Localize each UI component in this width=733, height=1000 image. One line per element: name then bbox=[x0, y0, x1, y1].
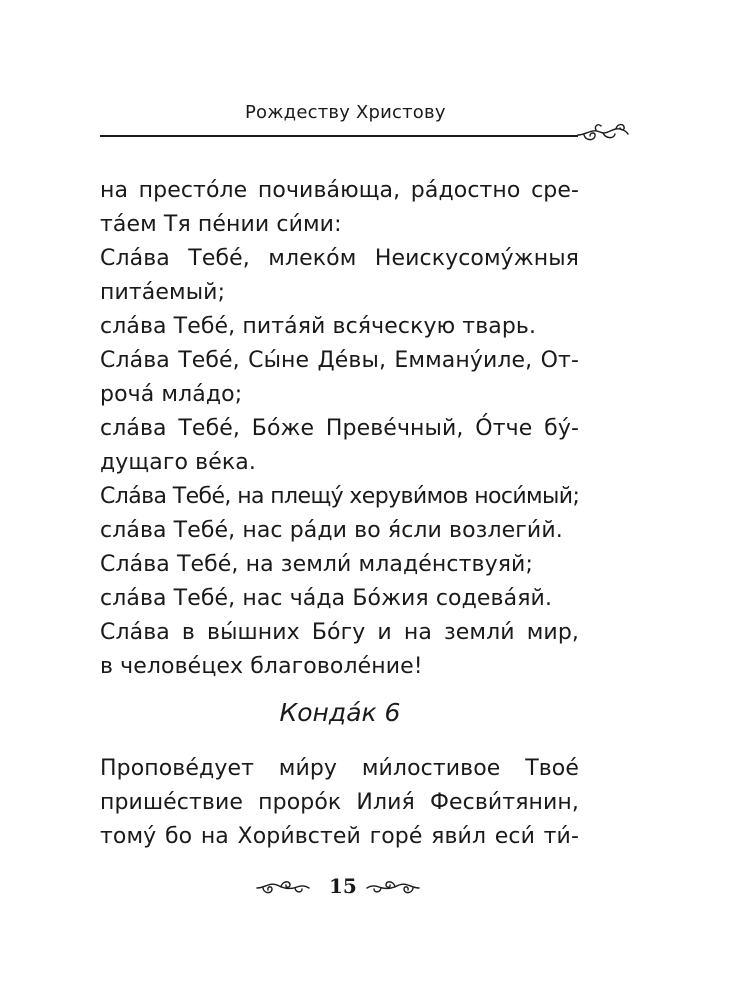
vine-ornament-icon bbox=[365, 876, 421, 900]
text-line: сла́ва Тебе́, нас ча́да Бо́жия содева́яй. bbox=[100, 586, 553, 611]
text-line: прише́ствие проро́к Илия́ Фесви́тянин, bbox=[100, 790, 579, 815]
text-line: Сла́ва Тебе́, на земли́ младе́нствуяй; bbox=[100, 552, 533, 577]
text-line: Сла́ва Тебе́, на плещу́ херуви́мов носи́мый; bbox=[100, 484, 580, 509]
text-line: на престо́ле почива́юща, ра́достно сре- bbox=[100, 178, 579, 203]
header-rule bbox=[100, 135, 578, 137]
text-line: сла́ва Тебе́, нас ра́ди во я́сли возлеги́й. bbox=[100, 518, 563, 543]
text-line: та́ем Тя пе́нии си́ми: bbox=[100, 212, 342, 237]
section-heading: Конда́к 6 bbox=[279, 698, 401, 727]
text-line: в челове́цех благоволе́ние! bbox=[100, 654, 423, 679]
vine-ornament-icon bbox=[255, 876, 311, 900]
page-footer bbox=[255, 872, 425, 904]
text-line: Сла́ва Тебе́, млеко́м Неискусому́жныя bbox=[100, 246, 579, 271]
text-line: дущаго ве́ка. bbox=[100, 450, 256, 475]
running-title: Рождеству Христову bbox=[245, 102, 446, 123]
text-line: роча́ мла́до; bbox=[100, 382, 243, 407]
text-line: сла́ва Тебе́, Бо́же Преве́чный, О́тче бу́- bbox=[100, 416, 579, 441]
text-line: Сла́ва в вы́шних Бо́гу и на земли́ мир, bbox=[100, 620, 579, 645]
ikos-text bbox=[100, 174, 579, 684]
text-line: сла́ва Тебе́, пита́яй вся́ческую тварь. bbox=[100, 314, 537, 339]
text-line: пита́емый; bbox=[100, 280, 226, 305]
text-line: тому́ бо на Хори́встей горе́ яви́л еси́ ти́- bbox=[100, 824, 579, 849]
text-line: Сла́ва Тебе́, Сы́не Де́вы, Емману́иле, От- bbox=[100, 348, 579, 373]
text-line: Пропове́дует ми́ру ми́лостивое Твое́ bbox=[100, 756, 579, 781]
page-number: 15 bbox=[329, 874, 357, 898]
kontakion-text bbox=[100, 752, 579, 854]
flourish-ornament-icon bbox=[576, 120, 630, 144]
running-header bbox=[100, 98, 636, 138]
